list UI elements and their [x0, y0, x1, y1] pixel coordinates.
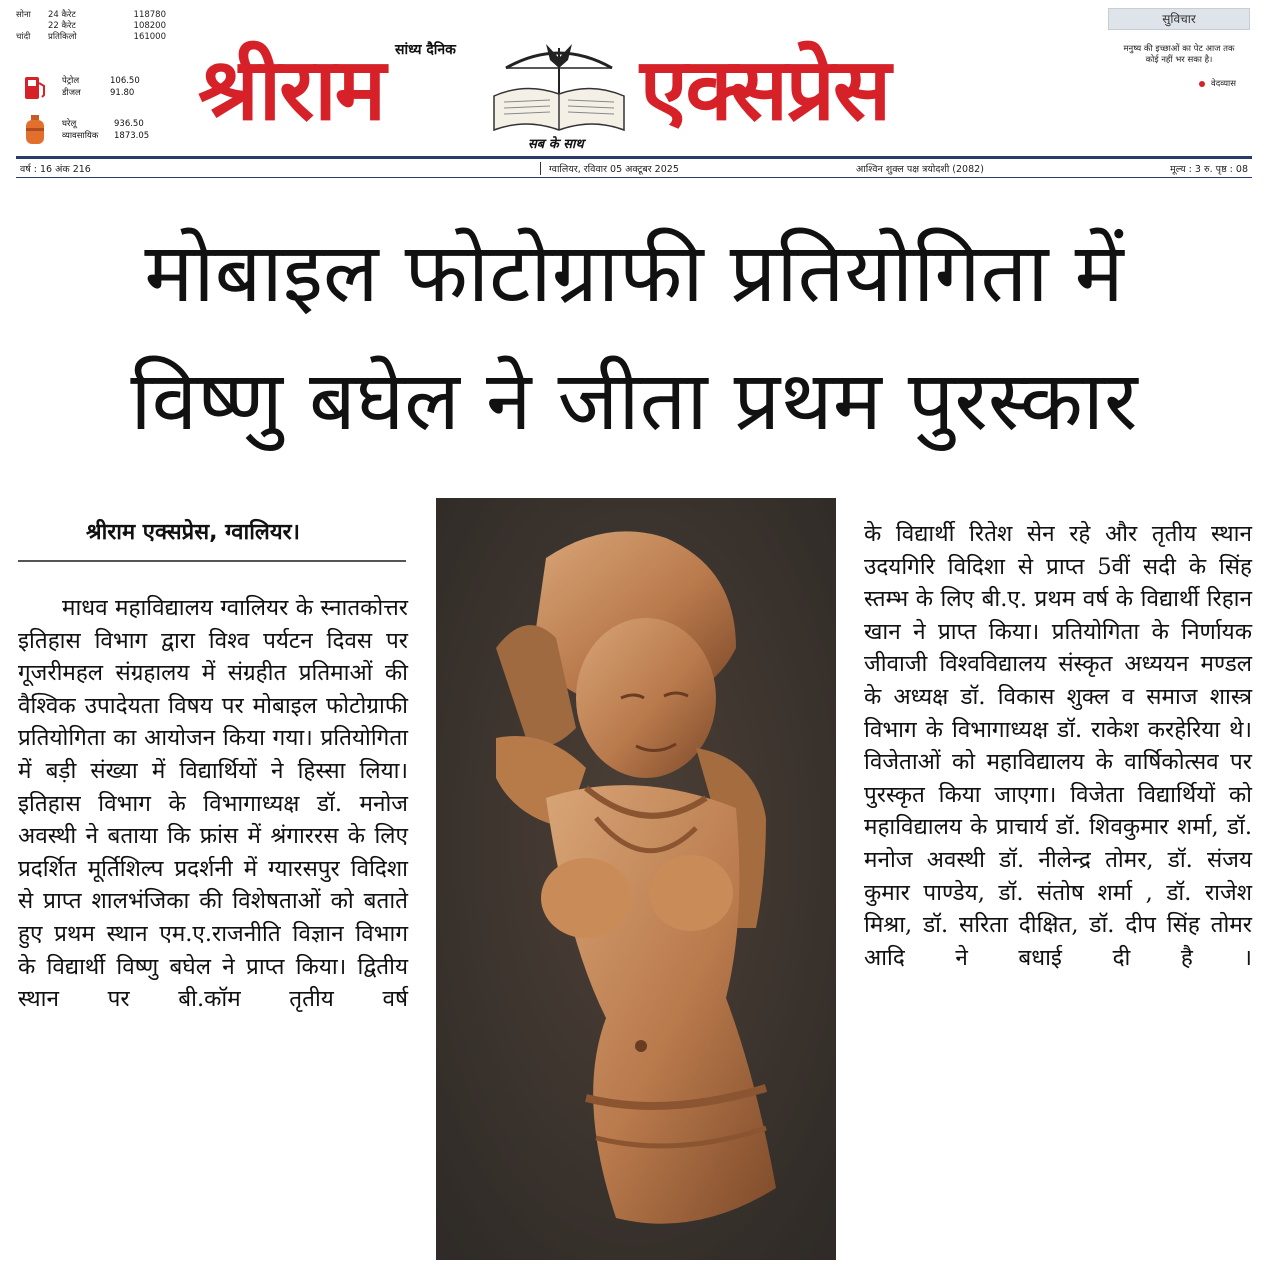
fuel-rates	[22, 70, 162, 104]
rate-row: सोना 24 कैरेट 118780	[16, 10, 166, 20]
price-pages: मूल्य : 3 रु. पृष्ठ : 08	[1170, 164, 1248, 175]
hindu-calendar-date: आश्विन शुक्ल पक्ष त्रयोदशी (2082)	[856, 164, 984, 175]
metal-rates	[16, 10, 166, 43]
book-bow-emblem-icon	[486, 38, 632, 138]
sculpture-photo	[436, 498, 836, 1260]
thought-of-the-day	[1108, 8, 1250, 132]
newspaper-name-left: श्रीराम	[198, 39, 385, 140]
edition-info-bar	[16, 156, 1252, 178]
article-right-column: के विद्यार्थी रितेश सेन रहे और तृतीय स्थान उदयगिरि विदिशा से प्राप्त 5वीं सदी के सिंह स्तम्भ के लिए बी.ए. प्रथम वर्ष के विद्यार्थी रिहान खान ने प्राप्त किया। प्रतियोगिता के निर्णायक जीवाजी विश्वविद्यालय संस्कृत अध्ययन मण्डल के अध्यक्ष डॉ. विकास शुक्ल व समाज शास्त्र विभाग के विभागाध्यक्ष डॉ. राकेश करहेरिया थे। विजेताओं को महाविद्यालय के वार्षिकोत्सव पर पुरस्कृत किया जाएगा। विजेता विद्यार्थियों को महाविद्यालय के प्राचार्य डॉ. शिवकुमार शर्मा, डॉ. मनोज अवस्थी डॉ. नीलेन्द्र तोमर, डॉ. संजय कुमार पाण्डेय, डॉ. संतोष शर्मा , डॉ. राजेश मिश्रा, डॉ. सरिता दीक्षित, डॉ. दीप सिंह तोमर आदि ने बधाई दी है ।	[864, 521, 1252, 971]
tagline: सब के साथ	[528, 137, 584, 152]
domestic-gas-rate: घरेलू 936.50	[62, 119, 144, 129]
newspaper-name-right: एक्सप्रेस	[640, 39, 890, 140]
suvichar-title: सुविचार	[1108, 8, 1250, 30]
fuel-pump-icon	[22, 73, 48, 101]
masthead	[0, 0, 1268, 178]
headline-line-1: मोबाइल फोटोग्राफी प्रतियोगिता में	[144, 226, 1124, 321]
article-headline	[0, 210, 1268, 466]
rate-row: चांदी प्रतिकिलो 161000	[16, 32, 166, 42]
headline-line-2: विष्णु बघेल ने जीता प्रथम पुरस्कार	[130, 354, 1138, 449]
petrol-rate: पेट्रोल 106.50	[62, 76, 140, 86]
dateline-divider	[18, 560, 406, 562]
article-left-column: माधव महाविद्यालय ग्वालियर के स्नातकोत्तर इतिहास विभाग द्वारा विश्व पर्यटन दिवस पर गूजरीमहल संग्रहालय में संग्रहीत प्रतिमाओं की वैश्विक उपादेयता विषय पर मोबाइल फोटोग्राफी प्रतियोगिता का आयोजन किया गया। प्रतियोगिता में बड़ी संख्या में विद्यार्थियों ने हिस्सा लिया। इतिहास विभाग के विभागाध्यक्ष डॉ. मनोज अवस्थी ने बताया कि फ्रांस में श्रंगाररस के लिए प्रदर्शित मूर्तिशिल्प प्रदर्शनी में ग्यारसपुर विदिशा से प्राप्त शालभंजिका की विशेषताओं को बताते हुए प्रथम स्थान एम.ए.राजनीति विज्ञान विभाग के विद्यार्थी विष्णु बघेल ने प्राप्त किया। द्वितीय स्थान पर बी.कॉम तृतीय वर्ष	[18, 595, 408, 1013]
diesel-rate: डीजल 91.80	[62, 88, 135, 98]
edition-date: ग्वालियर, रविवार 05 अक्टूबर 2025	[540, 162, 679, 175]
gas-cylinder-icon	[22, 114, 48, 146]
gas-rates	[22, 112, 172, 148]
rate-row: 22 कैरेट 108200	[48, 21, 166, 31]
edition-type: सांध्य दैनिक	[395, 42, 456, 58]
suvichar-author: वेदव्यास	[1108, 78, 1250, 89]
commercial-gas-rate: व्यावसायिक 1873.05	[62, 131, 150, 141]
article-dateline: श्रीराम एक्सप्रेस, ग्वालियर।	[86, 520, 300, 545]
volume-number: वर्ष : 16 अंक 216	[20, 164, 91, 175]
suvichar-quote: मनुष्य की इच्छाओं का पेट आज तक कोई नहीं भर सका है।	[1123, 44, 1235, 65]
